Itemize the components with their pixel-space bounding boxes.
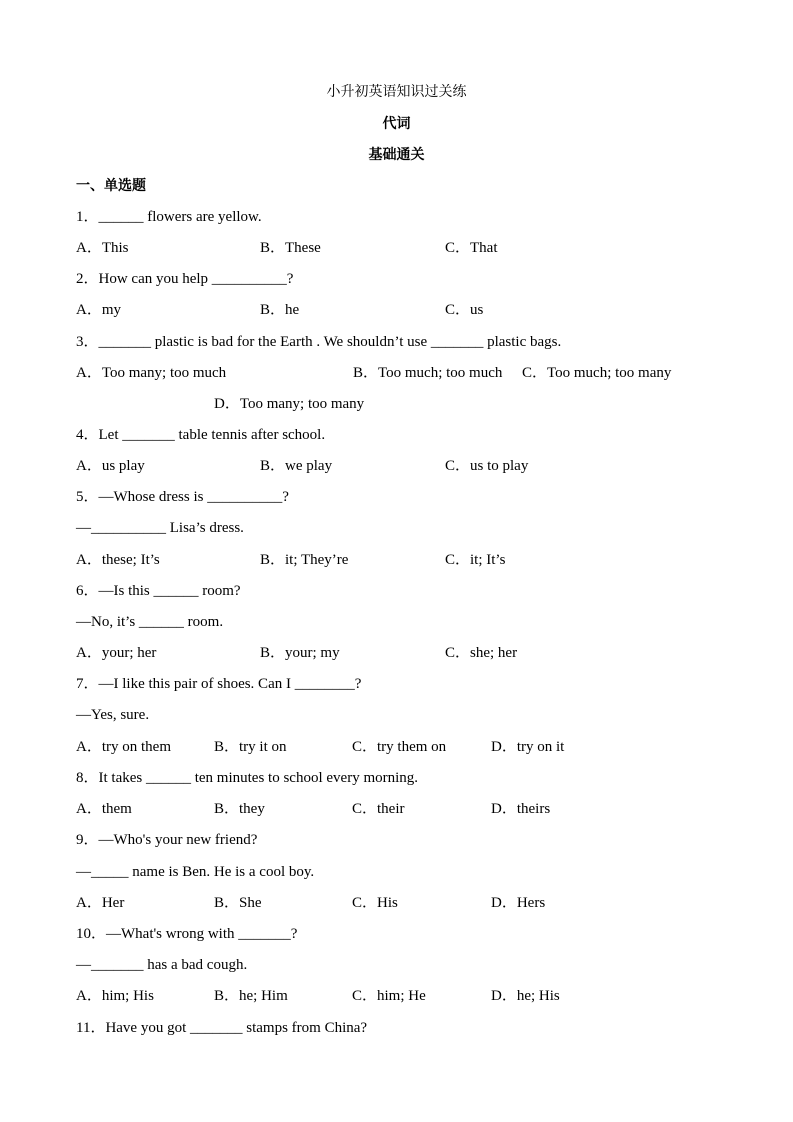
doc-subtitle: 代词 <box>382 116 411 132</box>
question-5-line-2: —__________ Lisa’s dress. <box>76 520 244 536</box>
question-4-stem: 4．Let _______ table tennis after school. <box>76 427 326 443</box>
question-9-option-a: A．Her <box>76 895 125 911</box>
question-3-option-b: B．Too much; too much <box>353 365 503 381</box>
doc-level: 基础通关 <box>368 147 425 163</box>
question-7-option-b: B．try it on <box>214 739 287 755</box>
question-6-option-c: C．she; her <box>445 645 518 661</box>
question-7-option-a: A．try on them <box>76 739 171 755</box>
question-8-option-c: C．their <box>352 801 405 817</box>
question-5-option-b: B．it; They’re <box>260 552 349 568</box>
doc-title: 小升初英语知识过关练 <box>326 84 467 100</box>
question-10-stem: 10．—What's wrong with _______? <box>76 926 298 942</box>
question-6-line-2: —No, it’s ______ room. <box>76 614 224 630</box>
question-8-option-d: D．theirs <box>491 801 551 817</box>
question-11-stem: 11．Have you got _______ stamps from China? <box>76 1020 368 1036</box>
question-3-option-c: C．Too much; too many <box>522 365 672 381</box>
question-10-option-a: A．him; His <box>76 988 154 1004</box>
question-1-option-c: C．That <box>445 240 498 256</box>
question-10-option-b: B．he; Him <box>214 988 288 1004</box>
question-3-option-a: A．Too many; too much <box>76 365 227 381</box>
question-2-option-c: C．us <box>445 302 484 318</box>
question-4-option-a: A．us play <box>76 458 145 474</box>
question-9-option-d: D．Hers <box>491 895 546 911</box>
question-2-stem: 2．How can you help __________? <box>76 271 294 287</box>
question-4-option-c: C．us to play <box>445 458 529 474</box>
question-9-stem: 9．—Who's your new friend? <box>76 832 258 848</box>
question-7-option-d: D．try on it <box>491 739 565 755</box>
question-7-option-c: C．try them on <box>352 739 447 755</box>
question-9-option-b: B．She <box>214 895 262 911</box>
question-6-option-a: A．your; her <box>76 645 157 661</box>
question-5-stem: 5．—Whose dress is __________? <box>76 489 289 505</box>
question-5-option-a: A．these; It’s <box>76 552 160 568</box>
question-3-option-d: D．Too many; too many <box>214 396 365 412</box>
question-7-stem: 7．—I like this pair of shoes. Can I ________? <box>76 676 362 692</box>
question-10-line-2: —_______ has a bad cough. <box>76 957 248 973</box>
question-10-option-c: C．him; He <box>352 988 426 1004</box>
question-9-option-c: C．His <box>352 895 398 911</box>
question-6-option-b: B．your; my <box>260 645 340 661</box>
section-heading: 一、单选题 <box>76 178 146 194</box>
question-9-line-2: —_____ name is Ben. He is a cool boy. <box>76 864 315 880</box>
question-4-option-b: B．we play <box>260 458 333 474</box>
question-1-stem: 1．______ flowers are yellow. <box>76 209 262 225</box>
question-2-option-a: A．my <box>76 302 122 318</box>
question-10-option-d: D．he; His <box>491 988 560 1004</box>
question-6-stem: 6．—Is this ______ room? <box>76 583 241 599</box>
question-2-option-b: B．he <box>260 302 300 318</box>
question-1-option-a: A．This <box>76 240 129 256</box>
question-5-option-c: C．it; It’s <box>445 552 506 568</box>
question-8-option-a: A．them <box>76 801 132 817</box>
question-7-line-2: —Yes, sure. <box>76 707 150 723</box>
question-3-stem: 3．_______ plastic is bad for the Earth . We shouldn’t use _______ plastic bags. <box>76 334 562 350</box>
question-8-option-b: B．they <box>214 801 265 817</box>
question-1-option-b: B．These <box>260 240 321 256</box>
question-8-stem: 8．It takes ______ ten minutes to school every morning. <box>76 770 419 786</box>
